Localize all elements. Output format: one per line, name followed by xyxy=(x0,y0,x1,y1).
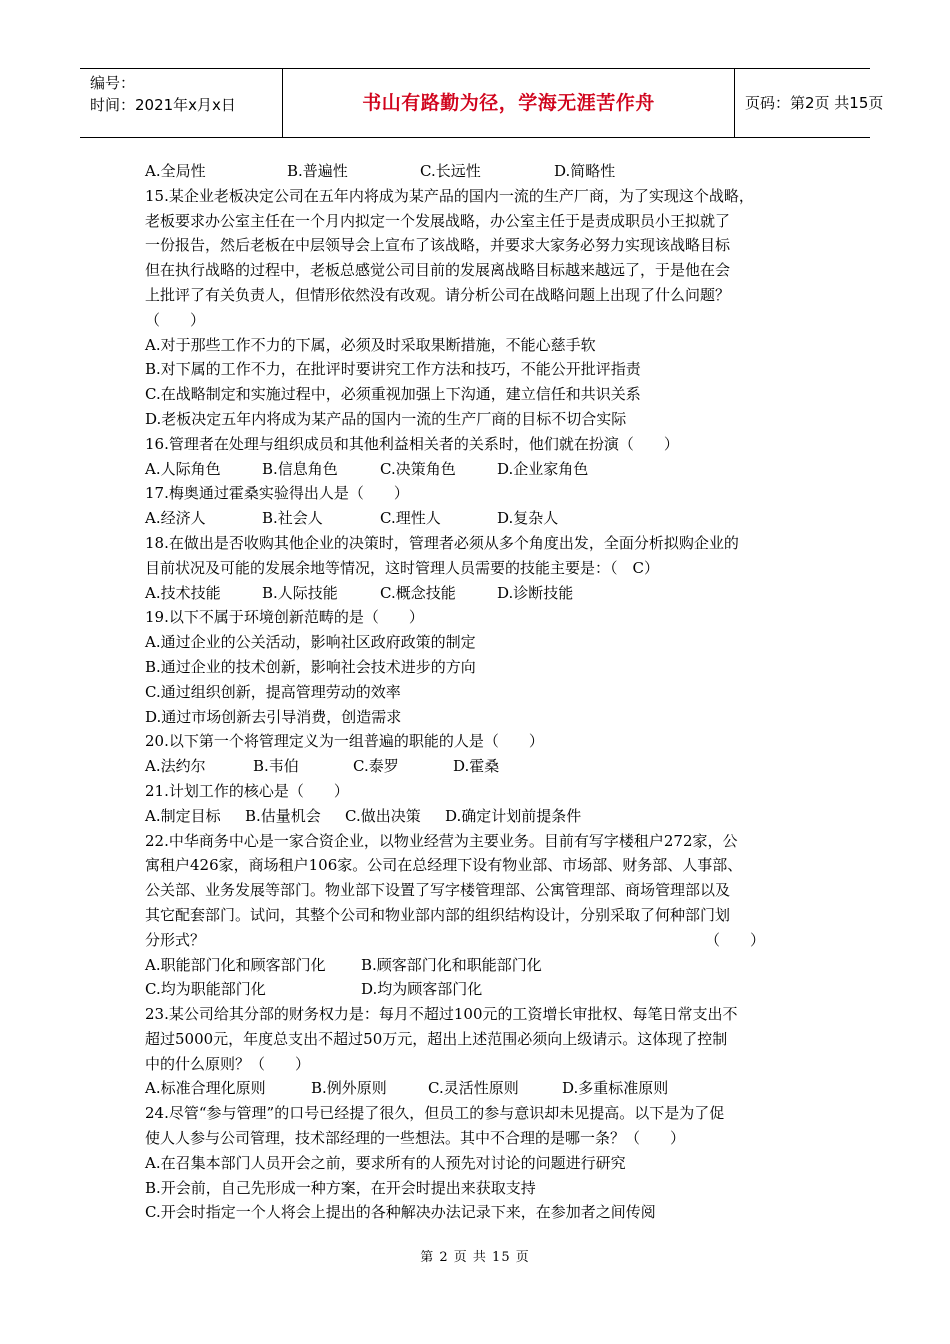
option: D.简略性 xyxy=(554,162,616,180)
option: B.通过企业的技术创新，影响社会技术进步的方向 xyxy=(145,657,476,676)
option: C.泰罗 xyxy=(353,757,399,776)
page-code: 页码：第2页 共15页 xyxy=(745,94,884,112)
question-text: 23.某公司给其分部的财务权力是：每月不超过100元的工资增长审批权、每笔日常支出不 xyxy=(145,1005,738,1024)
question-text: 19.以下不属于环境创新范畴的是（ ） xyxy=(145,608,424,627)
option: B.对下属的工作不力，在批评时要讲究工作方法和技巧，不能公开批评指责 xyxy=(145,360,641,379)
header-page-cell xyxy=(735,69,884,137)
option: A.制定目标 xyxy=(145,806,221,825)
option-row xyxy=(145,977,810,1002)
option: A.标准合理化原则 xyxy=(145,1079,266,1098)
question-text: 中的什么原则？（ ） xyxy=(145,1054,311,1073)
option: C.灵活性原则 xyxy=(428,1079,519,1098)
question-text: 21.计划工作的核心是（ ） xyxy=(145,781,349,800)
question-text: 目前状况及可能的发展余地等情况，这时管理人员需要的技能主要是：（ C） xyxy=(145,558,659,577)
answer-blank: （ ） xyxy=(705,930,766,949)
option-row xyxy=(145,804,810,829)
question-text: 公关部、业务发展等部门。物业部下设置了写字楼管理部、公寓管理部、商场管理部以及 xyxy=(145,881,731,900)
question-text: 上批评了有关负责人，但情形依然没有改观。请分析公司在战略问题上出现了什么问题？ xyxy=(145,285,731,304)
option: B.例外原则 xyxy=(311,1079,387,1098)
option: C.概念技能 xyxy=(380,583,456,602)
page-header xyxy=(80,68,884,138)
header-motto-cell xyxy=(283,69,735,137)
option-row xyxy=(145,457,810,482)
question-text: 使人人参与公司管理，技术部经理的一些想法。其中不合理的是哪一条？（ ） xyxy=(145,1129,686,1148)
option-row xyxy=(145,159,810,184)
page-footer: 第 2 页 共 15 页 xyxy=(420,1250,530,1265)
option: B.开会前，自己先形成一种方案，在开会时提出来获取支持 xyxy=(145,1178,536,1197)
option: B.顾客部门化和职能部门化 xyxy=(361,955,542,974)
option: B.信息角色 xyxy=(262,459,338,478)
option: D.诊断技能 xyxy=(497,583,574,602)
question-text: 寓租户426家，商场租户106家。公司在总经理下设有物业部、市场部、财务部、人事部、 xyxy=(145,856,743,875)
option: C.均为职能部门化 xyxy=(145,980,266,999)
option: C.决策角色 xyxy=(380,459,456,478)
option: A.通过企业的公关活动，影响社区政府政策的制定 xyxy=(145,633,476,652)
option: D.通过市场创新去引导消费，创造需求 xyxy=(145,707,402,726)
question-text: 16.管理者在处理与组织成员和其他利益相关者的关系时，他们就在扮演（ ） xyxy=(145,434,679,453)
option: D.复杂人 xyxy=(497,509,559,528)
option-row xyxy=(145,953,810,978)
option: B.人际技能 xyxy=(262,583,338,602)
option: A.法约尔 xyxy=(145,757,206,776)
option: D.老板决定五年内将成为某产品的国内一流的生产厂商的目标不切合实际 xyxy=(145,409,627,428)
question-content xyxy=(145,159,810,1225)
option: D.企业家角色 xyxy=(497,459,589,478)
option: D.确定计划前提条件 xyxy=(445,806,582,825)
option: D.多重标准原则 xyxy=(562,1079,669,1098)
question-text: 其它配套部门。试问，其整个公司和物业部内部的组织结构设计，分别采取了何种部门划 xyxy=(145,905,731,924)
option-row xyxy=(145,1076,810,1101)
option: C.通过组织创新，提高管理劳动的效率 xyxy=(145,682,401,701)
option-row xyxy=(145,581,810,606)
question-text: 22.中华商务中心是一家合资企业，以物业经营为主要业务。目前有写字楼租户272家，公 xyxy=(145,831,738,850)
option: B.估量机会 xyxy=(245,806,321,825)
option: B.韦伯 xyxy=(253,757,299,776)
question-text-last xyxy=(145,928,810,953)
option: D.霍桑 xyxy=(453,757,500,776)
option: B.普遍性 xyxy=(287,162,348,180)
question-text: 17.梅奥通过霍桑实验得出人是（ ） xyxy=(145,484,409,503)
question-text: 一份报告，然后老板在中层领导会上宣布了该战略，并要求大家务必努力实现该战略目标 xyxy=(145,236,731,255)
motto: 书山有路勤为径，学海无涯苦作舟 xyxy=(362,92,655,114)
option: C.开会时指定一个人将会上提出的各种解决办法记录下来，在参加者之间传阅 xyxy=(145,1203,656,1222)
question-text: 但在执行战略的过程中，老板总感觉公司目前的发展离战略目标越来越远了，于是他在会 xyxy=(145,261,731,280)
question-text: 20.以下第一个将管理定义为一组普遍的职能的人是（ ） xyxy=(145,732,544,751)
option: A.职能部门化和顾客部门化 xyxy=(145,955,326,974)
question-text: 超过5000元，年度总支出不超过50万元，超出上述范围必须向上级请示。这体现了控制 xyxy=(145,1029,728,1048)
option: A.对于那些工作不力的下属，必须及时采取果断措施，不能心慈手软 xyxy=(145,335,596,354)
option-row xyxy=(145,754,810,779)
option: A.技术技能 xyxy=(145,583,221,602)
option-row xyxy=(145,506,810,531)
option: A.人际角色 xyxy=(145,459,221,478)
option: A.在召集本部门人员开会之前，要求所有的人预先对讨论的问题进行研究 xyxy=(145,1153,626,1172)
question-text: 24.尽管“参与管理”的口号已经提了很久，但员工的参与意识却未见提高。以下是为了促 xyxy=(145,1104,725,1123)
question-text: 老板要求办公室主任在一个月内拟定一个发展战略，办公室主任于是责成职员小王拟就了 xyxy=(145,211,731,230)
answer-blank: （ ） xyxy=(145,310,206,329)
question-text: 分形式？ xyxy=(145,930,206,949)
option: C.理性人 xyxy=(380,509,441,528)
header-meta-cell xyxy=(80,69,283,137)
number-label: 编号： xyxy=(90,74,136,92)
question-text: 15.某企业老板决定公司在五年内将成为某产品的国内一流的生产厂商，为了实现这个战略， xyxy=(145,186,754,205)
option: C.做出决策 xyxy=(345,806,421,825)
option: B.社会人 xyxy=(262,509,323,528)
option: C.长远性 xyxy=(420,162,481,180)
date-label: 时间：2021年x月x日 xyxy=(90,96,236,114)
option: A.全局性 xyxy=(145,162,206,180)
option: D.均为顾客部门化 xyxy=(361,980,483,999)
option: A.经济人 xyxy=(145,509,206,528)
option: C.在战略制定和实施过程中，必须重视加强上下沟通，建立信任和共识关系 xyxy=(145,385,641,404)
question-text: 18.在做出是否收购其他企业的决策时，管理者必须从多个角度出发，全面分析拟购企业的 xyxy=(145,533,739,552)
